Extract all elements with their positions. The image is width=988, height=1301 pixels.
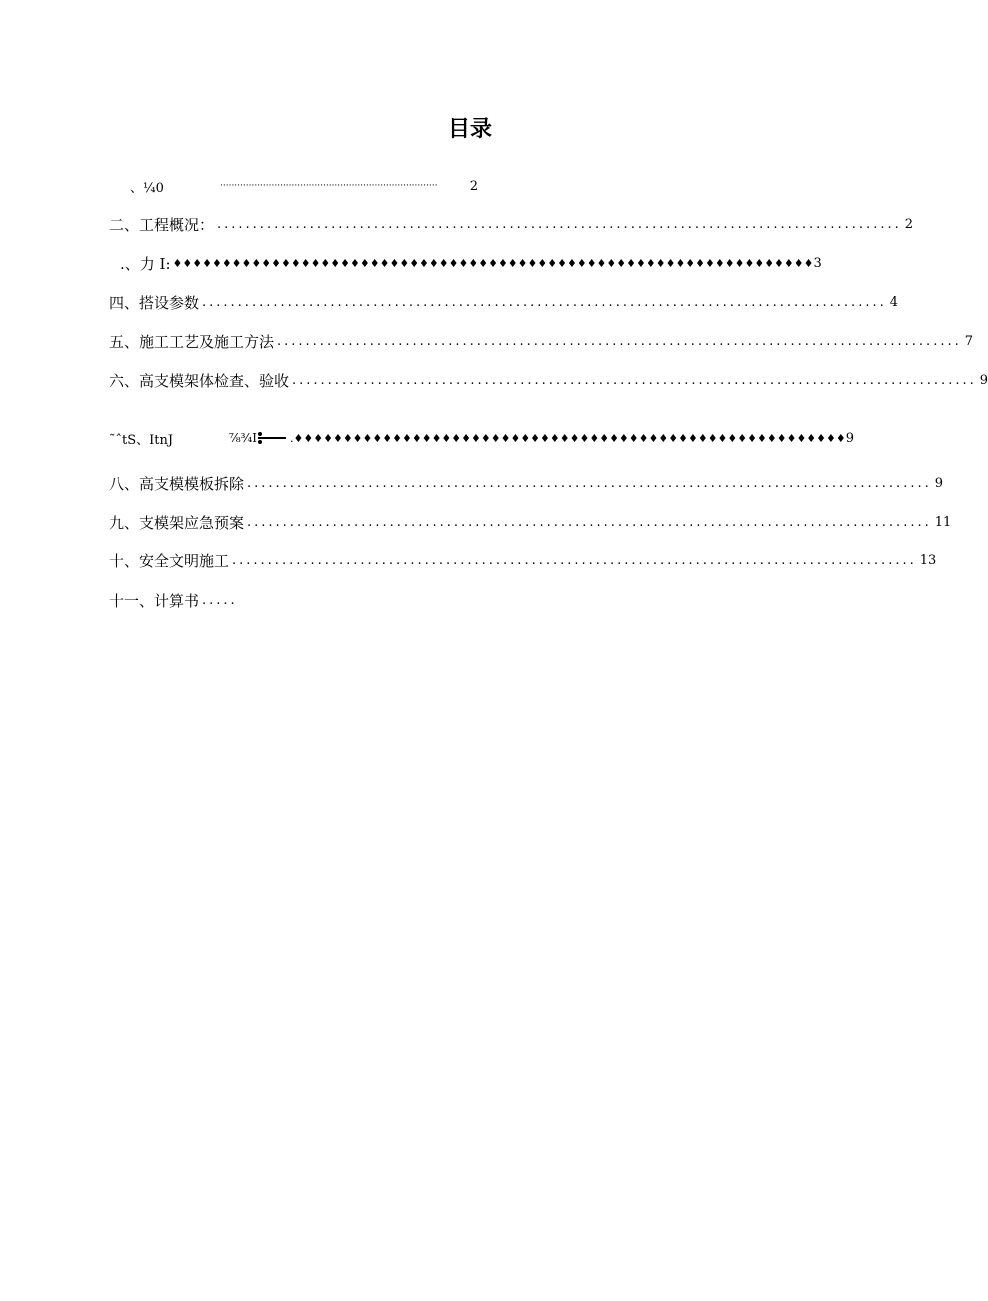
toc-entry-label: 四、搭设参数: [109, 293, 200, 312]
toc-garbled-glyphs: [229, 431, 288, 445]
toc-entry-label: 八、高支模模板拆除: [109, 474, 245, 493]
divider-glyph-icon: [258, 437, 286, 439]
toc-page-number: 3: [813, 255, 822, 271]
toc-entry[interactable]: [109, 290, 898, 314]
toc-entry-label: 六、高支模架体检查、验收: [109, 371, 290, 390]
toc-entry-label: 二、工程概况：: [109, 215, 215, 234]
toc-leader: ................................................................................................: [247, 475, 932, 491]
toc-leader: ♦♦♦♦♦♦♦♦♦♦♦♦♦♦♦♦♦♦♦♦♦♦♦♦♦♦♦♦♦♦♦♦♦♦♦♦♦♦♦♦♦♦♦♦♦♦♦♦♦♦♦♦♦♦♦♦♦♦♦♦♦♦♦♦♦: [172, 256, 814, 270]
toc-leader: ................................................................................................: [247, 514, 932, 530]
toc-leader: ············································································: [220, 181, 438, 191]
toc-leader: .♦♦♦♦♦♦♦♦♦♦♦♦♦♦♦♦♦♦♦♦♦♦♦♦♦♦♦♦♦♦♦♦♦♦♦♦♦♦♦♦♦♦♦♦♦♦♦♦♦♦♦♦♦♦♦♦: [290, 431, 846, 445]
toc-entry[interactable]: [109, 329, 973, 353]
toc-leader: ................................................................................................: [292, 372, 977, 388]
toc-leader: ................................................................................................: [277, 333, 962, 349]
toc-entry-label: 五、施工工艺及施工方法: [109, 332, 275, 351]
toc-page-number: 2: [469, 178, 478, 194]
toc-entry-label: 十、安全文明施工: [109, 551, 230, 570]
toc-page-number: 4: [889, 294, 898, 310]
toc-entry[interactable]: [109, 588, 309, 612]
toc-page-number: 9: [845, 430, 855, 446]
toc-entry[interactable]: [109, 368, 988, 392]
toc-entry[interactable]: [109, 212, 913, 236]
toc-entry[interactable]: [109, 510, 952, 534]
page-title: 目录: [447, 117, 492, 142]
toc-leader: .....: [202, 592, 238, 608]
toc-page-number: 9: [979, 372, 988, 388]
toc-leader: ................................................................................................: [202, 294, 887, 310]
toc-entry-label: 十一、计算书: [109, 591, 200, 610]
toc-entry-label: 九、支模架应急预案: [109, 513, 245, 532]
toc-entry[interactable]: [130, 174, 478, 198]
toc-entry[interactable]: [109, 471, 943, 495]
toc-leader: ................................................................................................: [232, 552, 917, 568]
toc-garbled-text: ⅞¾I: [229, 431, 258, 445]
toc-entry[interactable]: [109, 426, 855, 450]
toc-page-number: 7: [964, 333, 973, 349]
toc-page-number: 2: [904, 216, 913, 232]
toc-page-number: 9: [934, 475, 943, 491]
toc-entry[interactable]: [120, 251, 822, 275]
toc-entry-label: .、力 I:: [120, 254, 171, 273]
toc-entry[interactable]: [109, 548, 937, 572]
toc-page-number: 11: [934, 514, 952, 530]
toc-entry-label: ˜ˆtS、ItnJ: [109, 432, 174, 448]
toc-entry-label: 、¼0: [130, 180, 164, 196]
toc-page-number: 13: [919, 552, 937, 568]
toc-leader: ................................................................................................: [217, 216, 902, 232]
